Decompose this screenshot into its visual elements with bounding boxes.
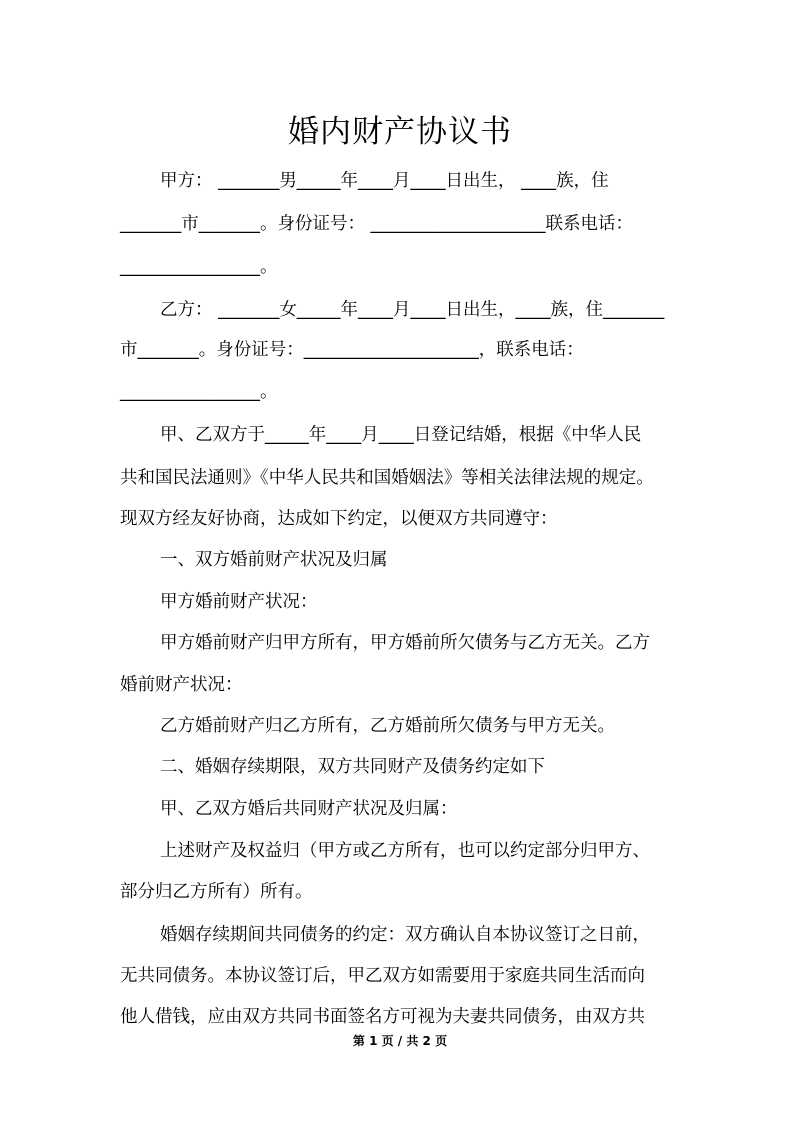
paragraph-line: 甲、乙双方婚后共同财产状况及归属：: [160, 799, 458, 819]
paragraph-line: 他人借钱，应由双方共同书面签名方可视为夫妻共同债务，由双方共: [120, 1007, 645, 1027]
paragraph-line: 现双方经友好协商，达成如下约定，以便双方共同遵守：: [120, 509, 558, 529]
section-heading: 二、婚姻存续期限，双方共同财产及债务约定如下: [160, 757, 545, 777]
paragraph-line: 上述财产及权益归（甲方或乙方所有，也可以约定部分归甲方、: [160, 841, 650, 861]
document-title: 婚内财产协议书: [288, 114, 512, 150]
paragraph-line: 甲、乙双方于_____年____月____日登记结婚，根据《中华人民: [160, 425, 642, 445]
section-heading: 一、双方婚前财产状况及归属: [160, 550, 388, 570]
paragraph-line: _______市_______。身份证号： ____________________联系电话：: [120, 214, 634, 234]
page-number-footer: 第 1 页 / 共 2 页: [352, 1034, 448, 1048]
paragraph-line: ________________。: [120, 382, 278, 402]
paragraph-line: ________________。: [120, 257, 278, 277]
paragraph-line: 部分归乙方所有）所有。: [120, 882, 313, 902]
paragraph-line: 甲方婚前财产归甲方所有，甲方婚前所欠债务与乙方无关。乙方: [160, 633, 650, 653]
paragraph-line: 甲方： _______男_____年____月____日出生， ____族，住: [160, 171, 609, 191]
paragraph-line: 婚姻存续期间共同债务的约定：双方确认自本协议签订之日前，: [160, 925, 650, 945]
paragraph-line: 共和国民法通则》《中华人民共和国婚姻法》等相关法律法规的规定。: [120, 468, 654, 488]
paragraph-line: 乙方婚前财产归乙方所有，乙方婚前所欠债务与甲方无关。: [160, 716, 615, 736]
paragraph-line: 市_______。身份证号：____________________，联系电话：: [120, 340, 584, 360]
paragraph-line: 甲方婚前财产状况：: [160, 592, 318, 612]
paragraph-line: 乙方： _______女_____年____月____日出生，____族，住_______: [160, 300, 665, 320]
paragraph-line: 婚前财产状况：: [120, 675, 243, 695]
paragraph-line: 无共同债务。本协议签订后，甲乙双方如需要用于家庭共同生活而向: [120, 966, 645, 986]
